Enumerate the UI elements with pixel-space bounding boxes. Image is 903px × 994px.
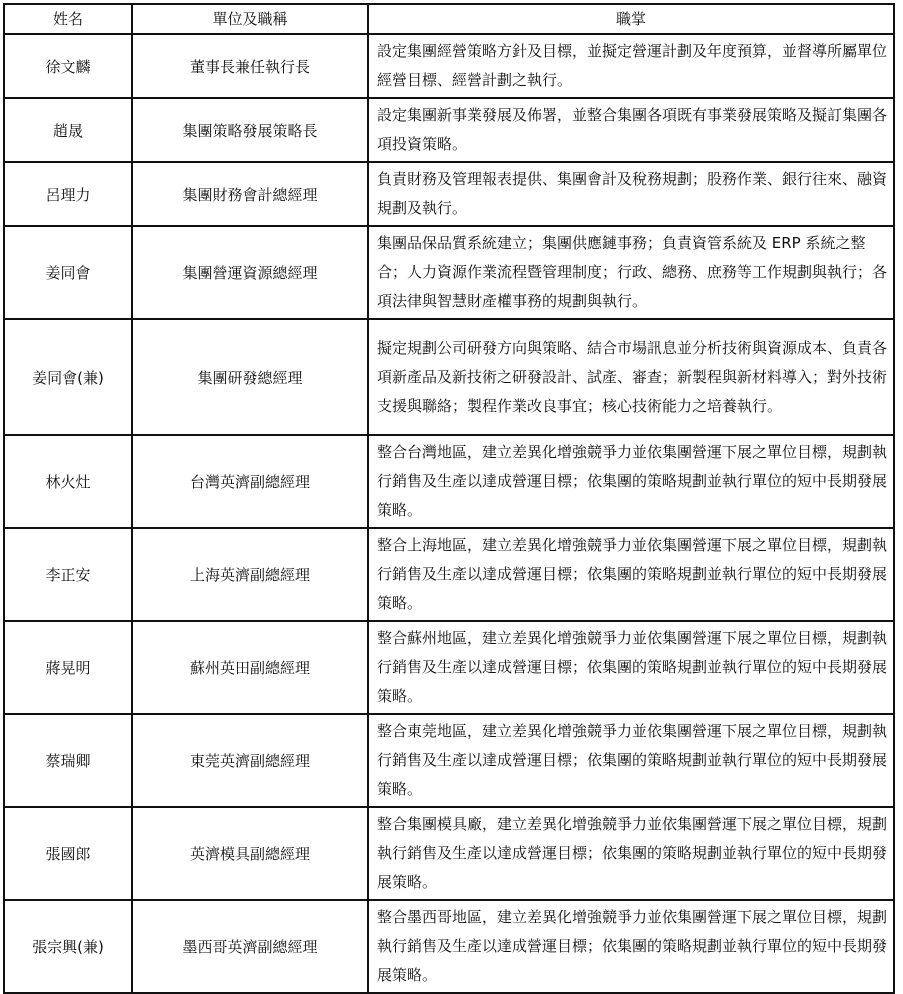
person-name: 蔡瑞卿	[4, 714, 132, 807]
unit-title: 集團策略發展策略長	[132, 98, 368, 162]
person-name: 張國郎	[4, 807, 132, 900]
person-name: 蔣晃明	[4, 621, 132, 714]
unit-title: 台灣英濟副總經理	[132, 435, 368, 528]
table-row	[4, 900, 894, 993]
person-name: 徐文麟	[4, 34, 132, 98]
person-name: 呂理力	[4, 162, 132, 226]
table-row	[4, 226, 894, 319]
duty-description: 設定集團新事業發展及佈署，並整合集團各項既有事業發展策略及擬訂集團各項投資策略。	[368, 98, 894, 162]
unit-title: 英濟模具副總經理	[132, 807, 368, 900]
header-duty: 職掌	[368, 4, 894, 34]
unit-title: 集團財務會計總經理	[132, 162, 368, 226]
duty-description: 設定集團經營策略方針及目標，並擬定營運計劃及年度預算，並督導所屬單位經營目標、經營計劃之執行。	[368, 34, 894, 98]
person-name: 李正安	[4, 528, 132, 621]
duty-description: 集團品保品質系統建立；集團供應鏈事務；負責資管系統及 ERP 系統之整合；人力資源作業流程暨管理制度；行政、總務、庶務等工作規劃與執行；各項法律與智慧財產權事務的規劃與執行。	[368, 226, 894, 319]
table-row	[4, 714, 894, 807]
person-name: 姜同會	[4, 226, 132, 319]
table-row	[4, 319, 894, 435]
table-row	[4, 34, 894, 98]
duty-description: 整合集團模具廠，建立差異化增強競爭力並依集團營運下展之單位目標，規劃執行銷售及生產以達成營運目標；依集團的策略規劃並執行單位的短中長期發展策略。	[368, 807, 894, 900]
table-row	[4, 621, 894, 714]
duty-description: 整合上海地區，建立差異化增強競爭力並依集團營運下展之單位目標，規劃執行銷售及生產以達成營運目標；依集團的策略規劃並執行單位的短中長期發展策略。	[368, 528, 894, 621]
person-name: 張宗興(兼)	[4, 900, 132, 993]
duty-description: 整合墨西哥地區，建立差異化增強競爭力並依集團營運下展之單位目標，規劃執行銷售及生產以達成營運目標；依集團的策略規劃並執行單位的短中長期發展策略。	[368, 900, 894, 993]
duty-description: 負責財務及管理報表提供、集團會計及稅務規劃；股務作業、銀行往來、融資規劃及執行。	[368, 162, 894, 226]
table-row	[4, 162, 894, 226]
table-row	[4, 807, 894, 900]
person-name: 姜同會(兼)	[4, 319, 132, 435]
header-name: 姓名	[4, 4, 132, 34]
duty-description: 整合蘇州地區，建立差異化增強競爭力並依集團營運下展之單位目標，規劃執行銷售及生產以達成營運目標；依集團的策略規劃並執行單位的短中長期發展策略。	[368, 621, 894, 714]
management-roles-table	[3, 3, 895, 994]
unit-title: 上海英濟副總經理	[132, 528, 368, 621]
table-row	[4, 435, 894, 528]
table-row	[4, 98, 894, 162]
unit-title: 東莞英濟副總經理	[132, 714, 368, 807]
unit-title: 董事長兼任執行長	[132, 34, 368, 98]
unit-title: 集團研發總經理	[132, 319, 368, 435]
unit-title: 集團營運資源總經理	[132, 226, 368, 319]
person-name: 林火灶	[4, 435, 132, 528]
unit-title: 蘇州英田副總經理	[132, 621, 368, 714]
header-title: 單位及職稱	[132, 4, 368, 34]
unit-title: 墨西哥英濟副總經理	[132, 900, 368, 993]
header-row	[4, 4, 894, 34]
duty-description: 整合台灣地區，建立差異化增強競爭力並依集團營運下展之單位目標，規劃執行銷售及生產以達成營運目標；依集團的策略規劃並執行單位的短中長期發展策略。	[368, 435, 894, 528]
duty-description: 擬定規劃公司研發方向與策略、結合市場訊息並分析技術與資源成本、負責各項新產品及新技術之研發設計、試產、審查；新製程與新材料導入；對外技術支援與聯絡；製程作業改良事宜；核心技術能力之培養執行。	[368, 319, 894, 435]
person-name: 趙晟	[4, 98, 132, 162]
duty-description: 整合東莞地區，建立差異化增強競爭力並依集團營運下展之單位目標，規劃執行銷售及生產以達成營運目標；依集團的策略規劃並執行單位的短中長期發展策略。	[368, 714, 894, 807]
table-row	[4, 528, 894, 621]
